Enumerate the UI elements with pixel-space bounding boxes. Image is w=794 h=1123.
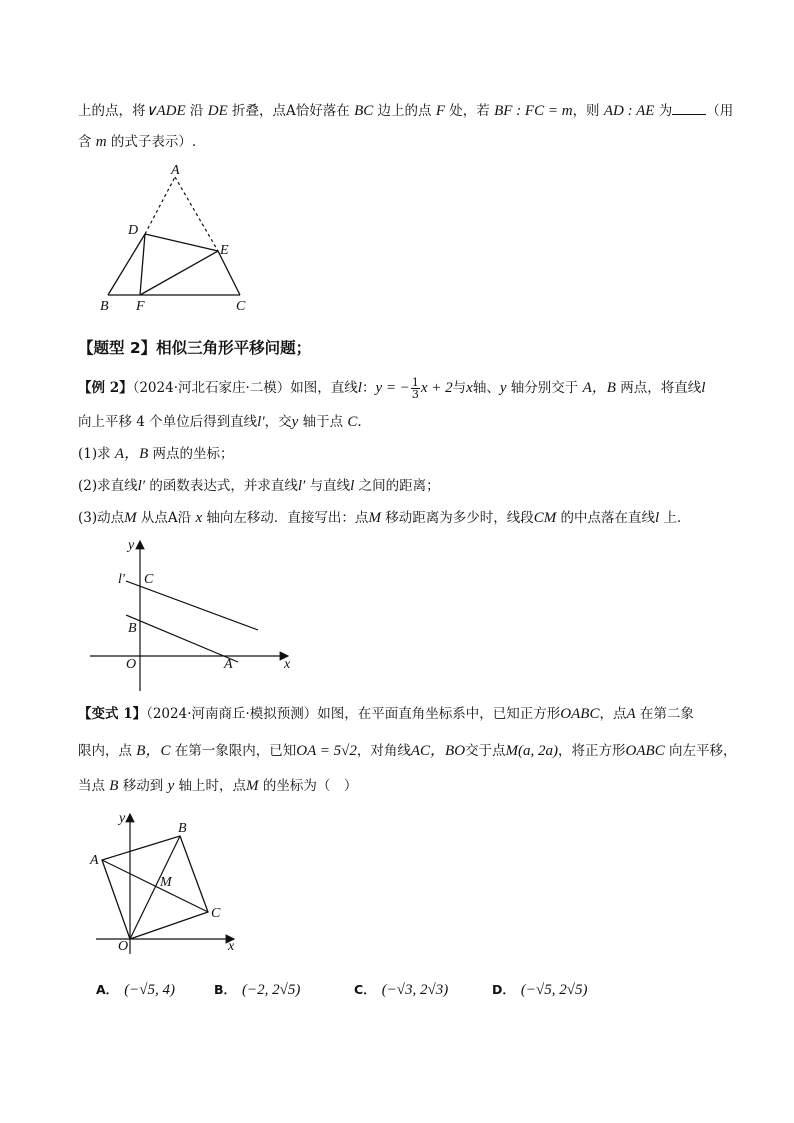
var-m: M <box>124 510 137 526</box>
label-b: B <box>100 299 109 314</box>
option-label: C． <box>354 982 376 997</box>
section-heading-2: 【题型 2】相似三角形平移问题； <box>78 339 312 357</box>
points-bc: B，C <box>136 743 171 759</box>
text: 上的点，将 <box>78 103 146 119</box>
label-b: B <box>128 621 137 636</box>
text: 轴、 <box>472 380 500 396</box>
line-l <box>126 615 238 662</box>
text: ，点 <box>599 706 627 722</box>
text: ，则 <box>572 103 604 119</box>
text: 交于点 <box>465 743 506 759</box>
question-2 <box>78 476 440 496</box>
text: 限内，点 <box>78 743 137 759</box>
var-l: l <box>701 380 706 396</box>
option-d[interactable] <box>492 980 587 999</box>
example-tag: 【例 2】 <box>78 380 133 396</box>
label-a: A <box>224 657 233 672</box>
equation: y = − <box>375 380 410 396</box>
label-a: A <box>171 163 180 178</box>
var-y: y <box>499 380 507 396</box>
option-value: (−√3, 2√3) <box>381 982 449 998</box>
square-oabc: OABC <box>560 706 600 722</box>
label-y: y <box>119 811 126 826</box>
text: 轴向左移动．直接写出：点 <box>202 510 369 526</box>
label-x: x <box>228 939 235 954</box>
label-b: B <box>178 821 187 836</box>
text: 如图，直线 <box>290 380 358 396</box>
text: . <box>357 414 362 430</box>
variant-tag: 【变式 1】 <box>78 706 147 722</box>
text: 之间的距离； <box>354 478 440 494</box>
var-l-prime: l′ <box>297 478 306 494</box>
square-oabc: OABC <box>625 743 665 759</box>
text: 向左平移， <box>664 743 737 759</box>
variant-1-line-1 <box>78 704 694 724</box>
text: 从点A沿 <box>136 510 196 526</box>
text: 为 <box>654 103 673 119</box>
text: 轴分别交于 <box>506 380 583 396</box>
segment-cm: CM <box>533 510 557 526</box>
diagonals: AC，BO <box>410 743 466 759</box>
text: (2)求直线 <box>78 478 138 494</box>
text: 的式子表示）. <box>106 134 197 150</box>
text: 两点，将直线 <box>615 380 702 396</box>
var-x: x <box>195 510 203 526</box>
label-d: D <box>128 223 139 238</box>
figure-triangle-fold <box>90 160 260 320</box>
intro-line-2 <box>78 132 196 152</box>
label-e: E <box>220 243 229 258</box>
text: ，将正方形 <box>558 743 626 759</box>
var-l-prime: l′ <box>137 478 146 494</box>
example-2-line-2 <box>78 412 362 432</box>
figure-parallel-lines <box>88 535 308 695</box>
var-l: l <box>357 380 362 396</box>
label-o: O <box>118 939 129 954</box>
points-ab: A，B <box>114 446 149 462</box>
point-b: B <box>109 778 119 794</box>
text: ，交 <box>264 414 292 430</box>
figure-square-oabc <box>88 808 248 958</box>
answer-blank[interactable] <box>672 100 706 115</box>
var-y: y <box>167 778 175 794</box>
text: 如图，在平面直角坐标系中，已知正方形 <box>317 706 561 722</box>
option-label: D． <box>492 982 515 997</box>
text: 当点 <box>78 778 110 794</box>
text: 在第二象 <box>635 706 694 722</box>
text: （用 <box>706 103 734 119</box>
numerator: 1 <box>411 376 419 389</box>
variant-1-line-2 <box>78 741 737 761</box>
option-value: (−√5, 4) <box>124 982 176 998</box>
text: 在第一象限内，已知 <box>170 743 297 759</box>
var-l: l <box>350 478 355 494</box>
text: 移动距离为多少时，线段 <box>380 510 534 526</box>
intro-line-1 <box>78 100 733 121</box>
var-m: M <box>246 778 259 794</box>
text: (1)求 <box>78 446 115 462</box>
ratio-bf-fc: BF : FC = m <box>494 103 573 119</box>
equation-rest: x + 2 <box>420 380 453 396</box>
var-l-prime: l′ <box>257 414 265 430</box>
text: 的中点落在直线 <box>556 510 656 526</box>
option-value: (−√5, 2√5) <box>520 982 588 998</box>
denominator: 3 <box>411 388 419 401</box>
question-3 <box>78 508 691 528</box>
text: 上． <box>659 510 691 526</box>
option-label: A． <box>96 982 119 997</box>
text: 折叠，点A恰好落在 <box>227 103 355 119</box>
text: ，对角线 <box>356 743 411 759</box>
option-label: B． <box>214 982 237 997</box>
question-1 <box>78 444 234 464</box>
var-l: l <box>655 510 660 526</box>
text: 的函数表达式，并求直线 <box>145 478 298 494</box>
point-m: M(a, 2a) <box>505 743 559 759</box>
text: 含 <box>78 134 96 150</box>
label-o: O <box>126 657 137 672</box>
option-c[interactable] <box>354 980 448 999</box>
points-ab: A，B <box>582 380 616 396</box>
ratio-ad-ae: AD : AE <box>603 103 655 119</box>
triangle-ade: ∨ADE <box>145 103 186 119</box>
text: 与直线 <box>305 478 351 494</box>
label-c: C <box>144 572 154 587</box>
diagonal-bo <box>130 836 180 939</box>
var-m: m <box>95 134 107 150</box>
text: ： <box>361 380 376 396</box>
label-a: A <box>90 853 99 868</box>
variant-1-line-3 <box>78 776 357 796</box>
line-l-prime <box>126 581 258 630</box>
option-a[interactable] <box>96 980 175 999</box>
label-y: y <box>128 538 135 553</box>
text: 两点的坐标； <box>148 446 234 462</box>
point-f: F <box>435 103 446 119</box>
var-y: y <box>291 414 299 430</box>
option-value: (−2, 2√5) <box>242 982 301 998</box>
segment-de: DE <box>207 103 228 119</box>
text: 轴上时，点 <box>174 778 247 794</box>
oa-length: OA = 5√2 <box>296 743 357 759</box>
text: 与 <box>452 380 467 396</box>
segment-bc: BC <box>354 103 374 119</box>
source: （2024·河北石家庄·二模） <box>132 380 291 396</box>
text: 处，若 <box>445 103 495 119</box>
text: 移动到 <box>118 778 168 794</box>
label-f: F <box>136 299 145 314</box>
var-x: x <box>466 380 473 396</box>
label-c: C <box>211 906 221 921</box>
var-m: M <box>368 510 381 526</box>
text: 沿 <box>185 103 208 119</box>
text: 向上平移 4 个单位后得到直线 <box>78 414 258 430</box>
text: 的坐标为（ ） <box>258 778 358 794</box>
point-a: A <box>626 706 636 722</box>
label-c: C <box>236 299 246 314</box>
point-c: C <box>347 414 358 430</box>
label-x: x <box>284 657 291 672</box>
example-2-line-1 <box>78 377 705 400</box>
option-b[interactable] <box>214 980 300 999</box>
text: (3)动点 <box>78 510 125 526</box>
text: 边上的点 <box>373 103 436 119</box>
text: 轴于点 <box>298 414 348 430</box>
source: （2024·河南商丘·模拟预测） <box>146 706 318 722</box>
fraction-one-third <box>411 377 420 400</box>
label-m: M <box>160 875 172 890</box>
label-l-prime: l′ <box>118 572 125 587</box>
